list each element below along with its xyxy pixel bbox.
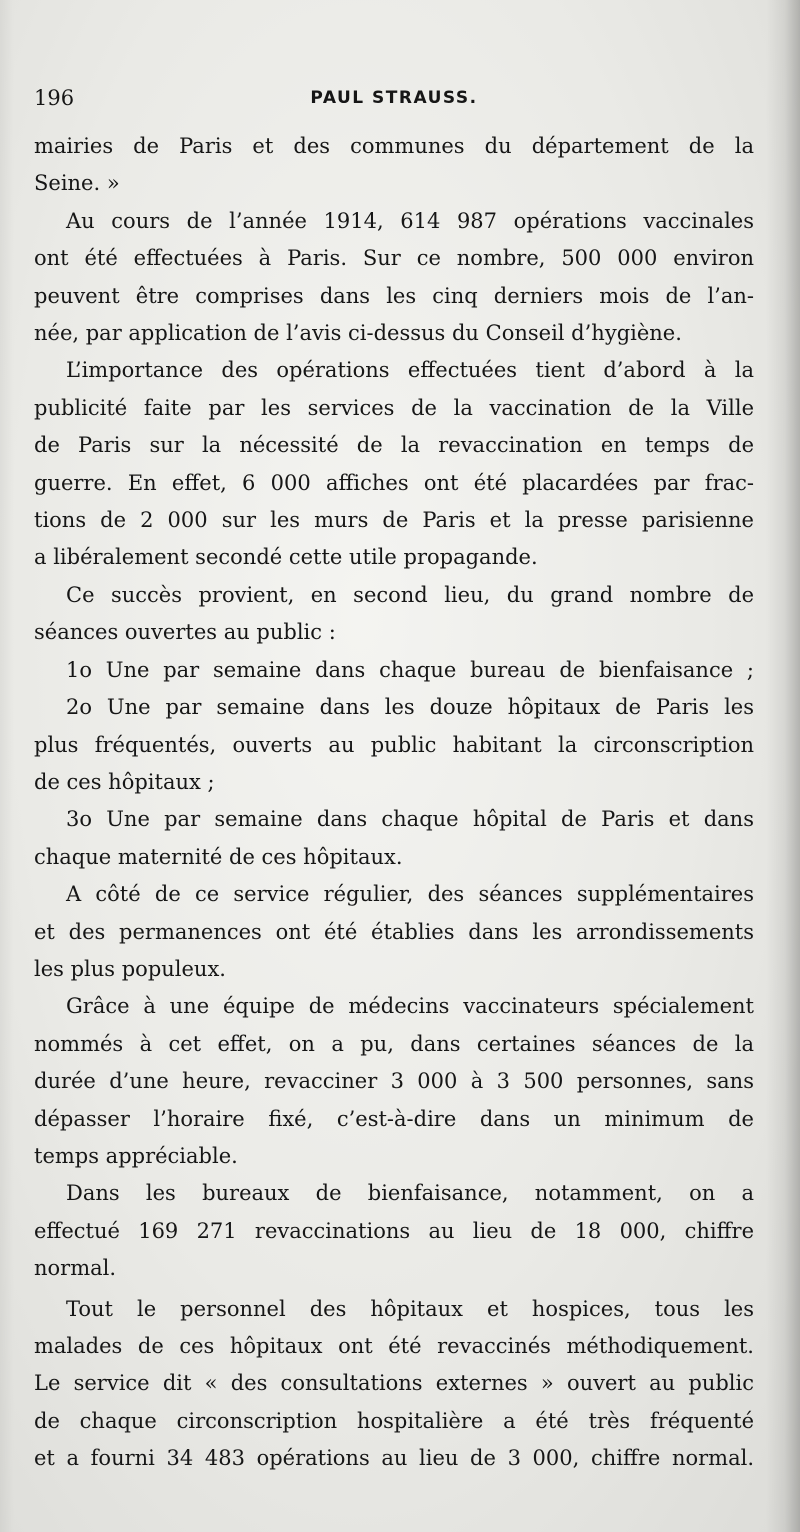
text-line: 1o Une par semaine dans chaque bureau de bienfaisance ; — [66, 657, 754, 682]
text-line: 3o Une par semaine dans chaque hôpital de Paris et dans — [66, 807, 754, 832]
text-line: L’importance des opérations effectuées tient d’abord à la — [66, 358, 754, 383]
text-line: et des permanences ont été établies dans les arrondissements — [34, 919, 754, 944]
page-right-edge-shadow — [766, 0, 800, 1532]
text-line: publicité faite par les services de la vaccination de la Ville — [34, 395, 754, 420]
body-text — [34, 128, 754, 1478]
page-header — [34, 86, 754, 116]
text-line: mairies de Paris et des communes du département de la — [34, 134, 754, 158]
text-line: Dans les bureaux de bienfaisance, notamment, on a — [66, 1181, 754, 1206]
text-line: et a fourni 34 483 opérations au lieu de 3 000, chiffre normal. — [34, 1446, 754, 1471]
text-line: Tout le personnel des hôpitaux et hospices, tous les — [66, 1296, 754, 1321]
text-line: Le service dit « des consultations externes » ouvert au public — [34, 1371, 754, 1396]
text-line: Ce succès provient, en second lieu, du grand nombre de — [66, 582, 754, 607]
text-line: Seine. » — [34, 171, 120, 196]
text-line: dépasser l’horaire fixé, c’est-à-dire dans un minimum de — [34, 1106, 754, 1131]
text-line: Grâce à une équipe de médecins vaccinateurs spécialement — [66, 994, 754, 1019]
text-line: tions de 2 000 sur les murs de Paris et la presse parisienne — [34, 508, 754, 533]
text-line: normal. — [34, 1256, 117, 1281]
text-line: chaque maternité de ces hôpitaux. — [34, 844, 403, 869]
text-line: née, par application de l’avis ci-dessus du Conseil d’hygiène. — [34, 321, 682, 346]
text-line: guerre. En effet, 6 000 affiches ont été placardées par frac- — [34, 470, 754, 495]
text-line: nommés à cet effet, on a pu, dans certaines séances de la — [34, 1031, 754, 1056]
text-line: temps appréciable. — [34, 1143, 238, 1168]
text-line: de ces hôpitaux ; — [34, 769, 215, 794]
running-head: PAUL STRAUSS. — [310, 88, 478, 108]
text-line: 2o Une par semaine dans les douze hôpitaux de Paris les — [66, 695, 754, 720]
text-line: A côté de ce service régulier, des séances supplémentaires — [66, 882, 754, 907]
text-line: a libéralement secondé cette utile propagande. — [34, 545, 538, 570]
text-line: effectué 169 271 revaccinations au lieu de 18 000, chiffre — [34, 1218, 754, 1243]
text-line: les plus populeux. — [34, 956, 226, 981]
text-line: Au cours de l’année 1914, 614 987 opérations vaccinales — [66, 208, 754, 233]
text-line: peuvent être comprises dans les cinq derniers mois de l’an- — [34, 283, 754, 308]
text-line: durée d’une heure, revacciner 3 000 à 3 500 personnes, sans — [34, 1069, 754, 1094]
text-line: malades de ces hôpitaux ont été revaccinés méthodiquement. — [34, 1334, 754, 1358]
text-line: séances ouvertes au public : — [34, 620, 336, 645]
page-left-edge-shadow — [0, 0, 14, 1532]
text-line: plus fréquentés, ouverts au public habitant la circonscription — [34, 732, 754, 757]
text-line: de Paris sur la nécessité de la revaccination en temps de — [34, 433, 754, 458]
page-number: 196 — [34, 86, 75, 110]
text-line: ont été effectuées à Paris. Sur ce nombre, 500 000 environ — [34, 246, 754, 271]
text-line: de chaque circonscription hospitalière a été très fréquenté — [34, 1408, 754, 1433]
